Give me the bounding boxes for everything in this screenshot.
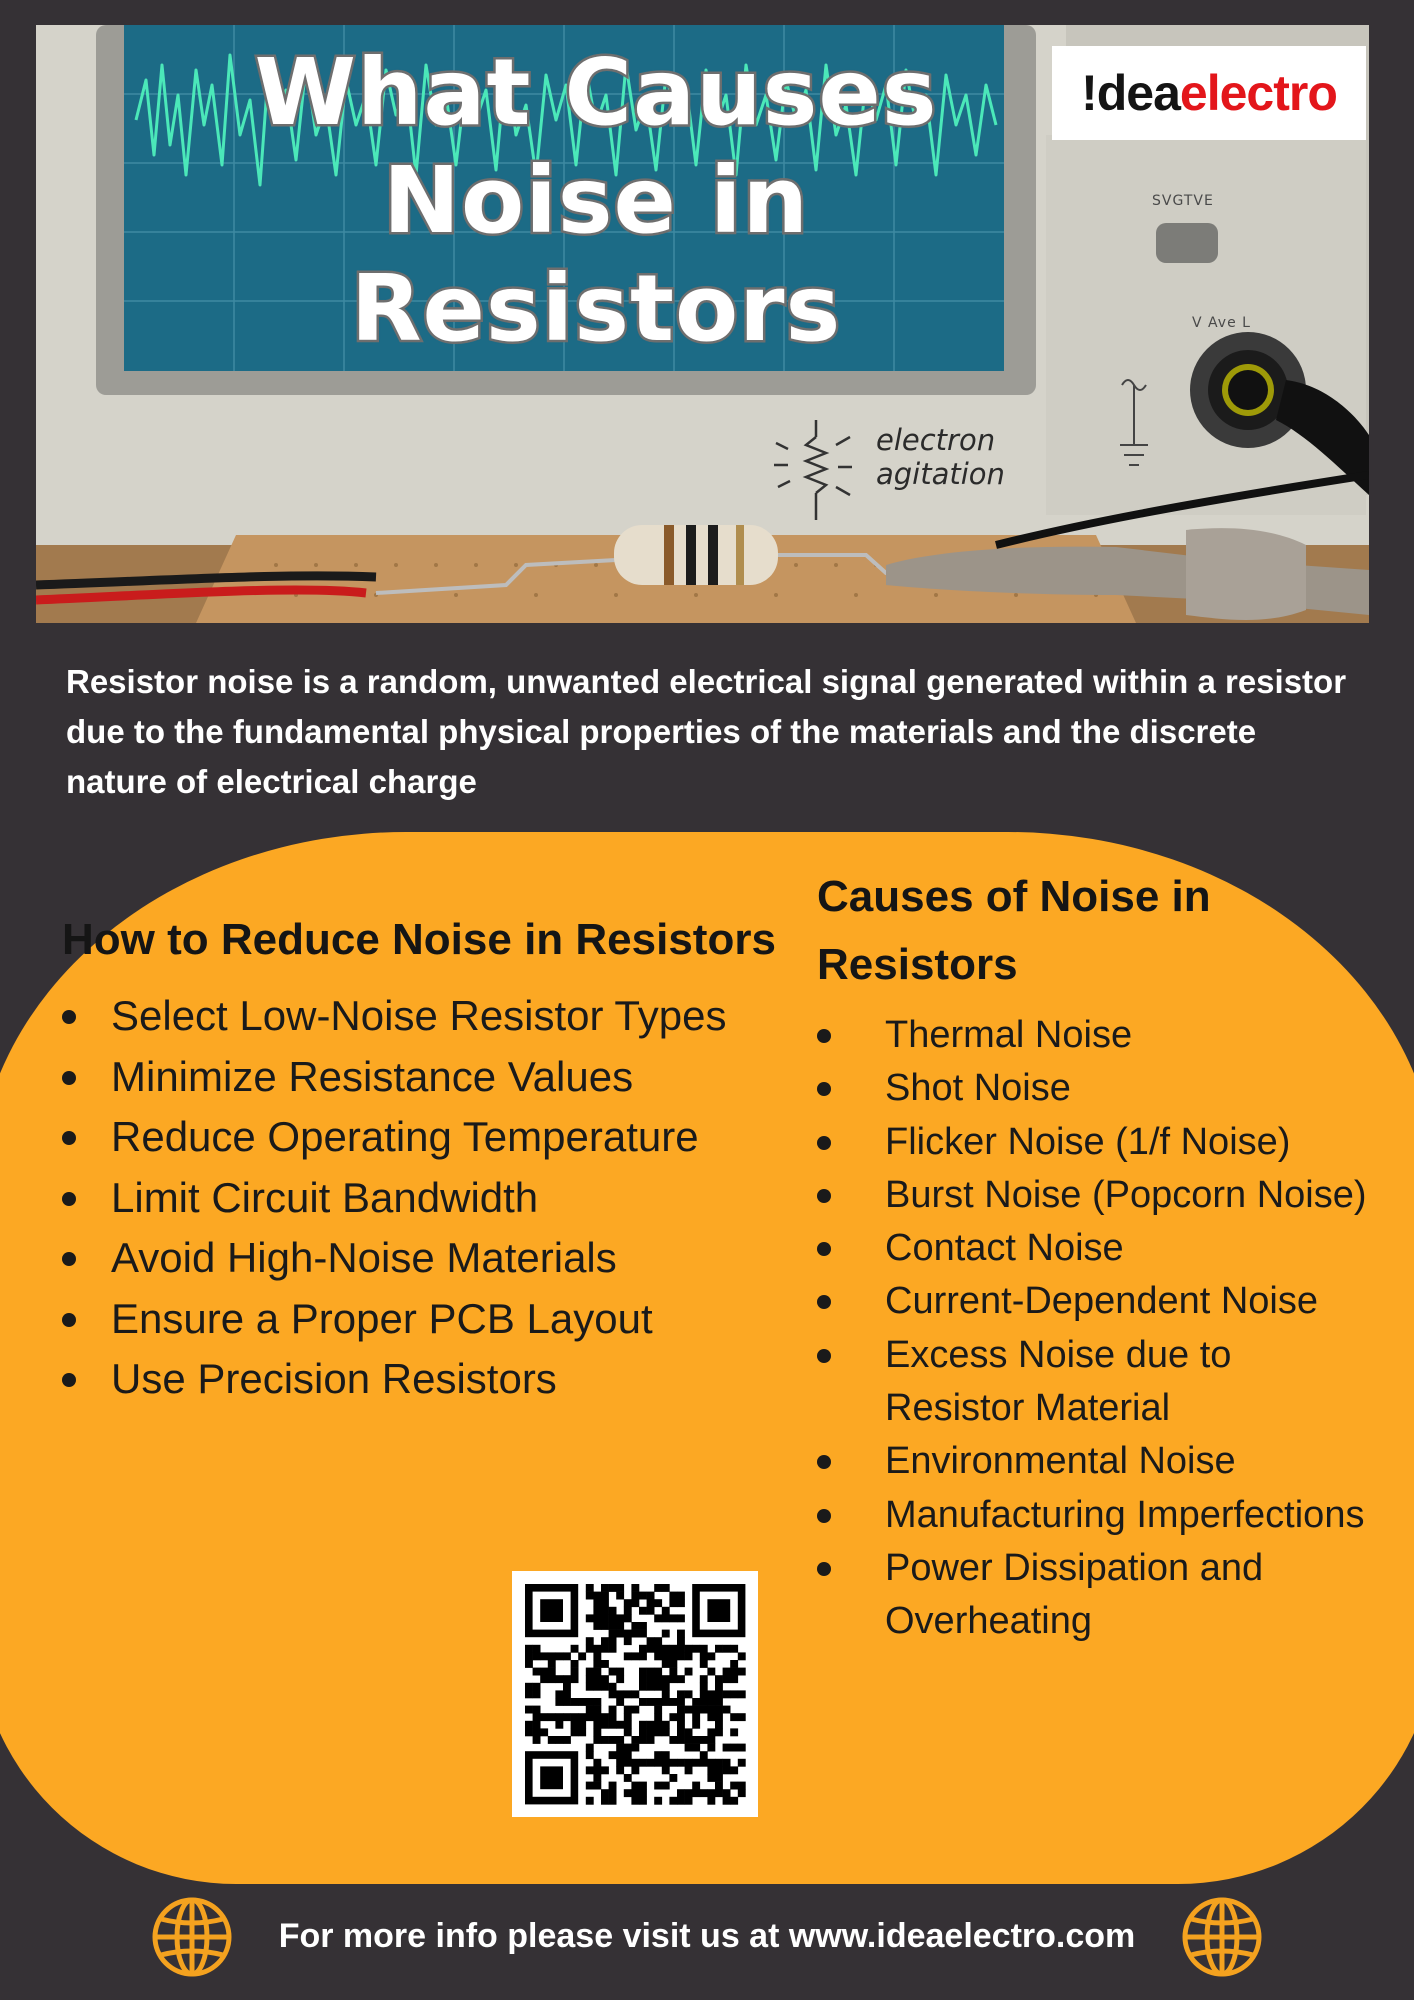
title-line: Noise in bbox=[383, 147, 809, 254]
footer-text: For more info please visit us at www.ideaelectro.com bbox=[278, 1917, 1136, 1955]
hero-image bbox=[36, 25, 1369, 623]
causes-section bbox=[817, 863, 1377, 1649]
note-line: electron bbox=[876, 423, 996, 457]
list-item: Shot Noise bbox=[817, 1062, 1377, 1115]
page-title bbox=[156, 39, 1036, 363]
list-item: Ensure a Proper PCB Layout bbox=[62, 1289, 782, 1350]
list-item: Minimize Resistance Values bbox=[62, 1047, 782, 1108]
list-item: Thermal Noise bbox=[817, 1009, 1377, 1062]
logo-part-idea: !dea bbox=[1081, 65, 1180, 121]
list-item: Excess Noise due to Resistor Material bbox=[817, 1329, 1377, 1436]
list-item: Select Low-Noise Resistor Types bbox=[62, 986, 782, 1047]
reduce-noise-section bbox=[62, 906, 782, 1410]
list-item: Reduce Operating Temperature bbox=[62, 1107, 782, 1168]
title-line: What Causes bbox=[254, 39, 938, 146]
list-item: Environmental Noise bbox=[817, 1435, 1377, 1488]
note-text bbox=[876, 423, 1036, 491]
globe-icon bbox=[1180, 1895, 1264, 1979]
list-item: Power Dissipation and Overheating bbox=[817, 1542, 1377, 1649]
note-line: agitation bbox=[876, 457, 1005, 491]
section-heading: Causes of Noise in Resistors bbox=[817, 872, 1211, 989]
intro-paragraph: Resistor noise is a random, unwanted electrical signal generated within a resistor due to the fundamental physical properties of the materials and the discrete nature of electrical charge bbox=[66, 663, 1347, 800]
dial-label: SVGTVE bbox=[1152, 193, 1214, 209]
qr-code[interactable] bbox=[512, 1571, 758, 1817]
title-line: Resistors bbox=[350, 255, 842, 362]
logo-part-electro: electro bbox=[1179, 65, 1337, 121]
list-item: Manufacturing Imperfections bbox=[817, 1489, 1377, 1542]
list-item: Contact Noise bbox=[817, 1222, 1377, 1275]
dial-label: V Ave L bbox=[1192, 315, 1251, 331]
reduce-noise-list bbox=[62, 986, 782, 1410]
list-item: Flicker Noise (1/f Noise) bbox=[817, 1116, 1377, 1169]
list-item: Burst Noise (Popcorn Noise) bbox=[817, 1169, 1377, 1222]
qr-code-pattern bbox=[512, 1571, 758, 1817]
brand-logo bbox=[1052, 46, 1366, 140]
list-item: Use Precision Resistors bbox=[62, 1349, 782, 1410]
list-item: Current-Dependent Noise bbox=[817, 1275, 1377, 1328]
list-item: Limit Circuit Bandwidth bbox=[62, 1168, 782, 1229]
causes-list bbox=[817, 1009, 1377, 1649]
list-item: Avoid High-Noise Materials bbox=[62, 1228, 782, 1289]
section-heading: How to Reduce Noise in Resistors bbox=[62, 915, 776, 964]
